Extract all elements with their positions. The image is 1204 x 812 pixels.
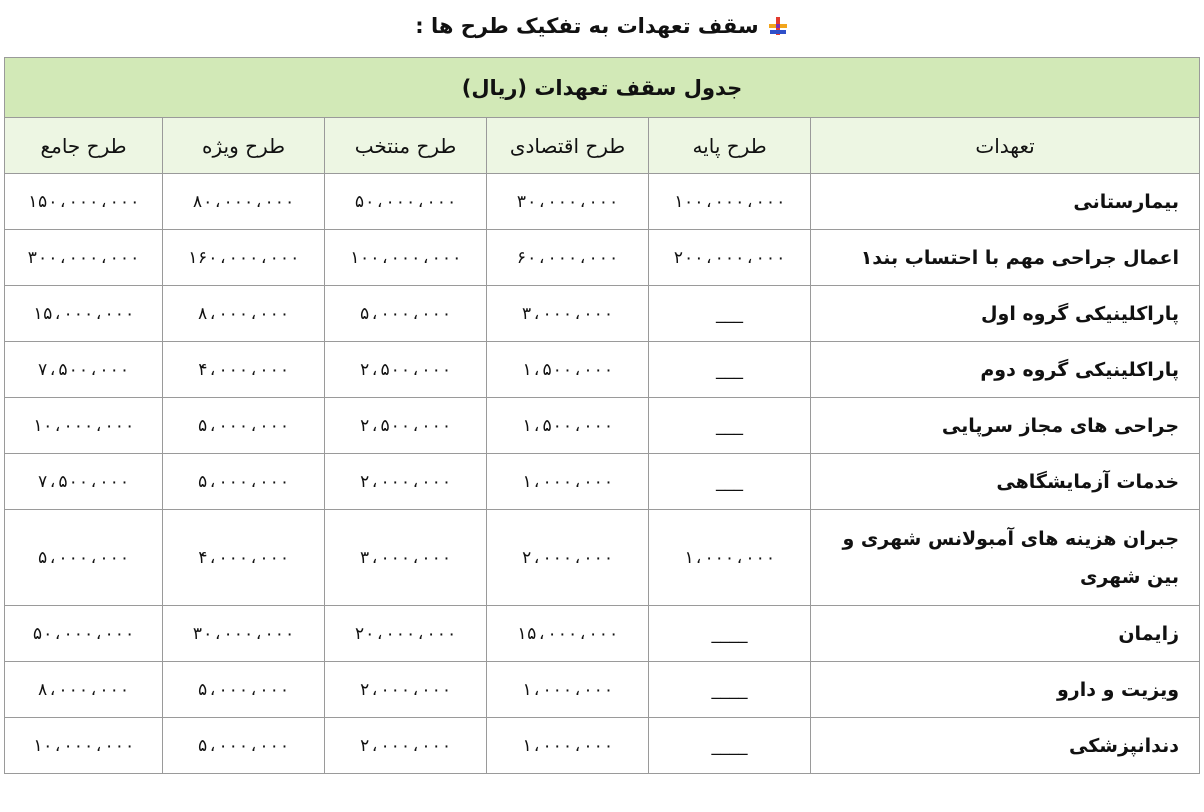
cell-value: ۳۰۰،۰۰۰،۰۰۰: [27, 248, 140, 268]
cell-value: ۲۰،۰۰۰،۰۰۰: [354, 624, 457, 644]
table-cell: [5, 662, 163, 718]
table-cell: [5, 454, 163, 510]
table-cell: [487, 230, 649, 286]
table-row: [5, 230, 1200, 286]
column-header-basic-plan: طرح پایه: [649, 118, 811, 174]
cell-value: ۲،۰۰۰،۰۰۰: [359, 736, 452, 756]
cell-value: ۲،۰۰۰،۰۰۰: [359, 680, 452, 700]
table-row: [5, 454, 1200, 510]
table-cell: [325, 174, 487, 230]
cell-value: ۷،۵۰۰،۰۰۰: [37, 472, 130, 492]
table-cell: [325, 342, 487, 398]
table-cell: [487, 174, 649, 230]
cell-value: ۸،۰۰۰،۰۰۰: [37, 680, 130, 700]
table-cell: [649, 454, 811, 510]
cell-value: ۳۰،۰۰۰،۰۰۰: [516, 192, 619, 212]
cell-value: ۳،۰۰۰،۰۰۰: [359, 548, 452, 568]
row-label: پاراکلینیکی گروه اول: [811, 286, 1200, 342]
row-label: پاراکلینیکی گروه دوم: [811, 342, 1200, 398]
table-row: [5, 718, 1200, 774]
cell-value: ۲۰۰،۰۰۰،۰۰۰: [673, 248, 786, 268]
table-cell: [5, 510, 163, 606]
table-cell: [649, 606, 811, 662]
not-covered-dash: ___: [716, 415, 744, 436]
row-label: خدمات آزمایشگاهی: [811, 454, 1200, 510]
table-cell: [487, 718, 649, 774]
row-label: اعمال جراحی مهم با احتساب بند۱: [811, 230, 1200, 286]
table-cell: [163, 174, 325, 230]
table-cell: [163, 398, 325, 454]
table-title: جدول سقف تعهدات (ریال): [5, 58, 1200, 118]
table-cell: [487, 454, 649, 510]
table-cell: [649, 286, 811, 342]
table-cell: [163, 718, 325, 774]
table-header-row: [5, 118, 1200, 174]
column-header-comprehensive-plan: طرح جامع: [5, 118, 163, 174]
cell-value: ۱،۰۰۰،۰۰۰: [683, 548, 776, 568]
cell-value: ۱،۵۰۰،۰۰۰: [521, 360, 614, 380]
table-cell: [325, 662, 487, 718]
cell-value: ۳۰،۰۰۰،۰۰۰: [192, 624, 295, 644]
cell-value: ۱۵۰،۰۰۰،۰۰۰: [27, 192, 140, 212]
table-row: [5, 398, 1200, 454]
cell-value: ۲،۰۰۰،۰۰۰: [521, 548, 614, 568]
cell-value: ۵،۰۰۰،۰۰۰: [197, 472, 290, 492]
cell-value: ۸،۰۰۰،۰۰۰: [197, 304, 290, 324]
table-cell: [649, 230, 811, 286]
cell-value: ۱،۵۰۰،۰۰۰: [521, 416, 614, 436]
cell-value: ۱،۰۰۰،۰۰۰: [521, 680, 614, 700]
cell-value: ۲،۵۰۰،۰۰۰: [359, 360, 452, 380]
table-cell: [649, 398, 811, 454]
table-cell: [325, 286, 487, 342]
not-covered-dash: ____: [711, 735, 748, 756]
table-row: [5, 286, 1200, 342]
cell-value: ۱۵،۰۰۰،۰۰۰: [32, 304, 135, 324]
cell-value: ۵،۰۰۰،۰۰۰: [359, 304, 452, 324]
table-cell: [5, 230, 163, 286]
table-cell: [163, 342, 325, 398]
section-heading: [0, 8, 1204, 44]
row-label: دندانپزشکی: [811, 718, 1200, 774]
column-header-obligations: تعهدات: [811, 118, 1200, 174]
table-cell: [649, 662, 811, 718]
cell-value: ۴،۰۰۰،۰۰۰: [197, 548, 290, 568]
column-header-economic-plan: طرح اقتصادی: [487, 118, 649, 174]
table-cell: [487, 342, 649, 398]
column-header-special-plan: طرح ویژه: [163, 118, 325, 174]
cell-value: ۵،۰۰۰،۰۰۰: [197, 736, 290, 756]
table-cell: [487, 662, 649, 718]
table-cell: [163, 606, 325, 662]
table-cell: [5, 398, 163, 454]
cell-value: ۵،۰۰۰،۰۰۰: [37, 548, 130, 568]
table-cell: [5, 174, 163, 230]
table-cell: [649, 342, 811, 398]
table-cell: [487, 606, 649, 662]
obligations-table: [4, 57, 1200, 774]
cell-value: ۱۶۰،۰۰۰،۰۰۰: [187, 248, 300, 268]
not-covered-dash: ___: [716, 471, 744, 492]
cell-value: ۴،۰۰۰،۰۰۰: [197, 360, 290, 380]
table-cell: [649, 510, 811, 606]
table-cell: [649, 718, 811, 774]
table-cell: [487, 510, 649, 606]
table-cell: [5, 342, 163, 398]
table-cell: [163, 230, 325, 286]
cell-value: ۱۵،۰۰۰،۰۰۰: [516, 624, 619, 644]
table-cell: [487, 398, 649, 454]
not-covered-dash: ____: [711, 623, 748, 644]
not-covered-dash: ____: [711, 679, 748, 700]
cell-value: ۸۰،۰۰۰،۰۰۰: [192, 192, 295, 212]
table-cell: [325, 230, 487, 286]
section-heading-text: سقف تعهدات به تفکیک طرح ها :: [415, 14, 759, 38]
table-row: [5, 342, 1200, 398]
cell-value: ۱،۰۰۰،۰۰۰: [521, 736, 614, 756]
not-covered-dash: ___: [716, 359, 744, 380]
table-row: [5, 174, 1200, 230]
cell-value: ۱۰،۰۰۰،۰۰۰: [32, 416, 135, 436]
cell-value: ۲،۵۰۰،۰۰۰: [359, 416, 452, 436]
cell-value: ۵۰،۰۰۰،۰۰۰: [32, 624, 135, 644]
table-cell: [649, 174, 811, 230]
row-label: بیمارستانی: [811, 174, 1200, 230]
table-cell: [325, 510, 487, 606]
cell-value: ۵،۰۰۰،۰۰۰: [197, 416, 290, 436]
table-cell: [163, 662, 325, 718]
cell-value: ۵۰،۰۰۰،۰۰۰: [354, 192, 457, 212]
table-cell: [5, 286, 163, 342]
row-label: جراحی های مجاز سرپایی: [811, 398, 1200, 454]
row-label: ویزیت و دارو: [811, 662, 1200, 718]
table-cell: [325, 606, 487, 662]
table-cell: [325, 454, 487, 510]
table-cell: [487, 286, 649, 342]
table-row: [5, 606, 1200, 662]
cell-value: ۱،۰۰۰،۰۰۰: [521, 472, 614, 492]
cell-value: ۱۰،۰۰۰،۰۰۰: [32, 736, 135, 756]
table-cell: [163, 454, 325, 510]
cell-value: ۱۰۰،۰۰۰،۰۰۰: [673, 192, 786, 212]
cell-value: ۳،۰۰۰،۰۰۰: [521, 304, 614, 324]
cell-value: ۷،۵۰۰،۰۰۰: [37, 360, 130, 380]
table-cell: [325, 398, 487, 454]
not-covered-dash: ___: [716, 303, 744, 324]
table-cell: [325, 718, 487, 774]
cell-value: ۲،۰۰۰،۰۰۰: [359, 472, 452, 492]
cell-value: ۵،۰۰۰،۰۰۰: [197, 680, 290, 700]
table-cell: [5, 718, 163, 774]
cell-value: ۶۰،۰۰۰،۰۰۰: [516, 248, 619, 268]
bullet-plus-icon: [767, 15, 789, 37]
table-cell: [163, 286, 325, 342]
table-body: [5, 174, 1200, 774]
cell-value: ۱۰۰،۰۰۰،۰۰۰: [349, 248, 462, 268]
column-header-selected-plan: طرح منتخب: [325, 118, 487, 174]
row-label: جبران هزینه های آمبولانس شهری و بین شهری: [811, 510, 1200, 606]
table-row: [5, 662, 1200, 718]
table-row: [5, 510, 1200, 606]
table-cell: [5, 606, 163, 662]
table-cell: [163, 510, 325, 606]
row-label: زایمان: [811, 606, 1200, 662]
